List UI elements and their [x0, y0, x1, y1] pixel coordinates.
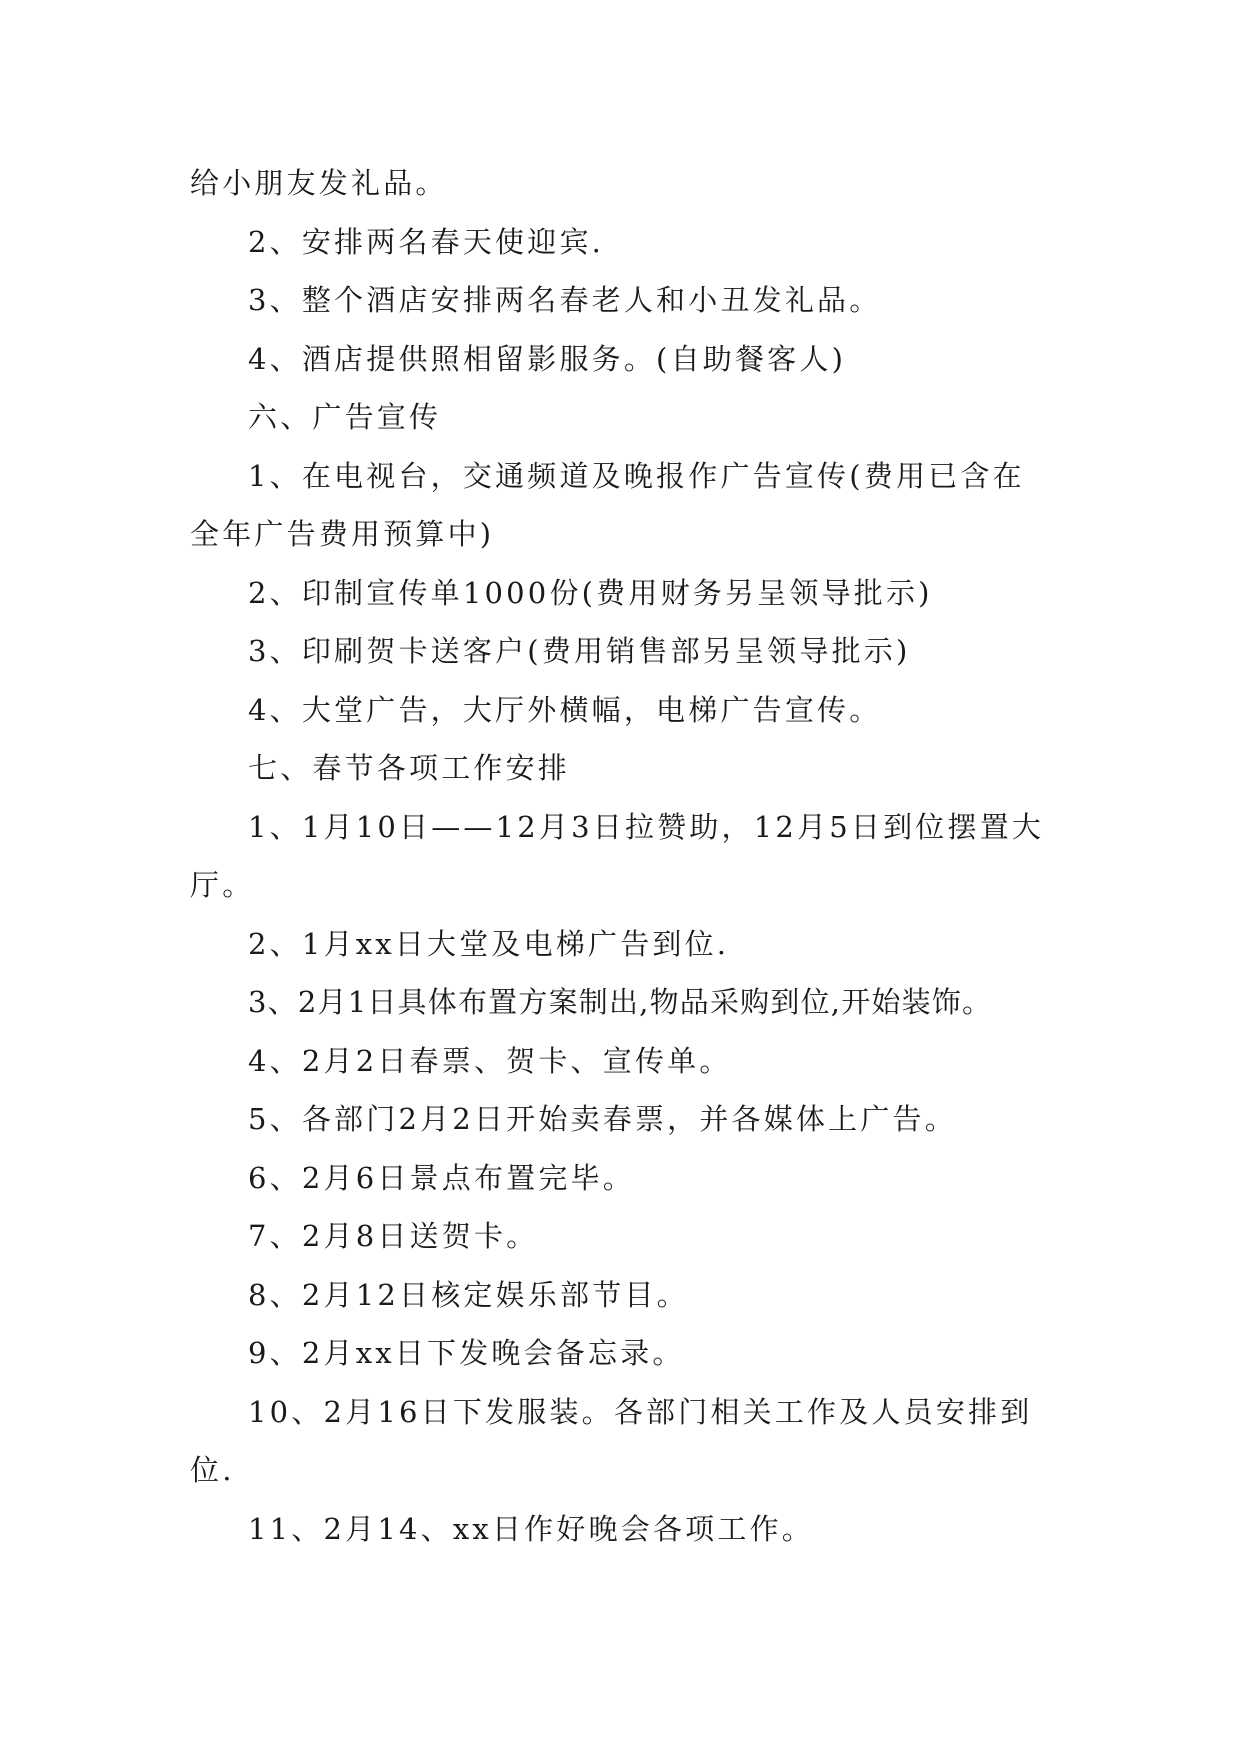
section-heading: 六、广告宣传 [248, 400, 442, 434]
paragraph: 3、整个酒店安排两名春老人和小丑发礼品。 [248, 283, 882, 317]
paragraph: 3、印刷贺卡送客户(费用销售部另呈领导批示) [248, 634, 911, 668]
paragraph: 6、2月6日景点布置完毕。 [248, 1160, 635, 1195]
paragraph: 4、酒店提供照相留影服务。(自助餐客人) [248, 341, 847, 376]
paragraph: 7、2月8日送贺卡。 [248, 1219, 539, 1253]
paragraph: 1、在电视台，交通频道及晚报作广告宣传(费用已含在全年广告费用预算中) [190, 458, 1025, 551]
paragraph: 10、2月16日下发服装。各部门相关工作及人员安排到位. [190, 1394, 1033, 1487]
section-heading: 七、春节各项工作安排 [248, 751, 571, 785]
paragraph: 1、1月10日——12月3日拉赞助，12月5日到位摆置大厅。 [190, 809, 1045, 902]
paragraph: 2、安排两名春天使迎宾. [248, 224, 605, 259]
paragraph: 8、2月12日核定娱乐部节目。 [248, 1277, 689, 1312]
paragraph: 2、印制宣传单1000份(费用财务另呈领导批示) [248, 575, 933, 610]
paragraph: 4、2月2日春票、贺卡、宣传单。 [248, 1043, 732, 1078]
paragraph: 5、各部门2月2日开始卖春票，并各媒体上广告。 [248, 1102, 957, 1136]
paragraph: 给小朋友发礼品。 [190, 166, 448, 200]
paragraph: 11、2月14、xx日作好晚会各项工作。 [248, 1511, 814, 1546]
document-body [190, 154, 1056, 1558]
paragraph: 9、2月xx日下发晚会备忘录。 [248, 1336, 685, 1370]
paragraph: 2、1月xx日大堂及电梯广告到位. [248, 926, 730, 961]
paragraph: 4、大堂广告，大厅外横幅，电梯广告宣传。 [248, 692, 882, 727]
paragraph: 3、2月1日具体布置方案制出,物品采购到位,开始装饰。 [248, 985, 993, 1019]
